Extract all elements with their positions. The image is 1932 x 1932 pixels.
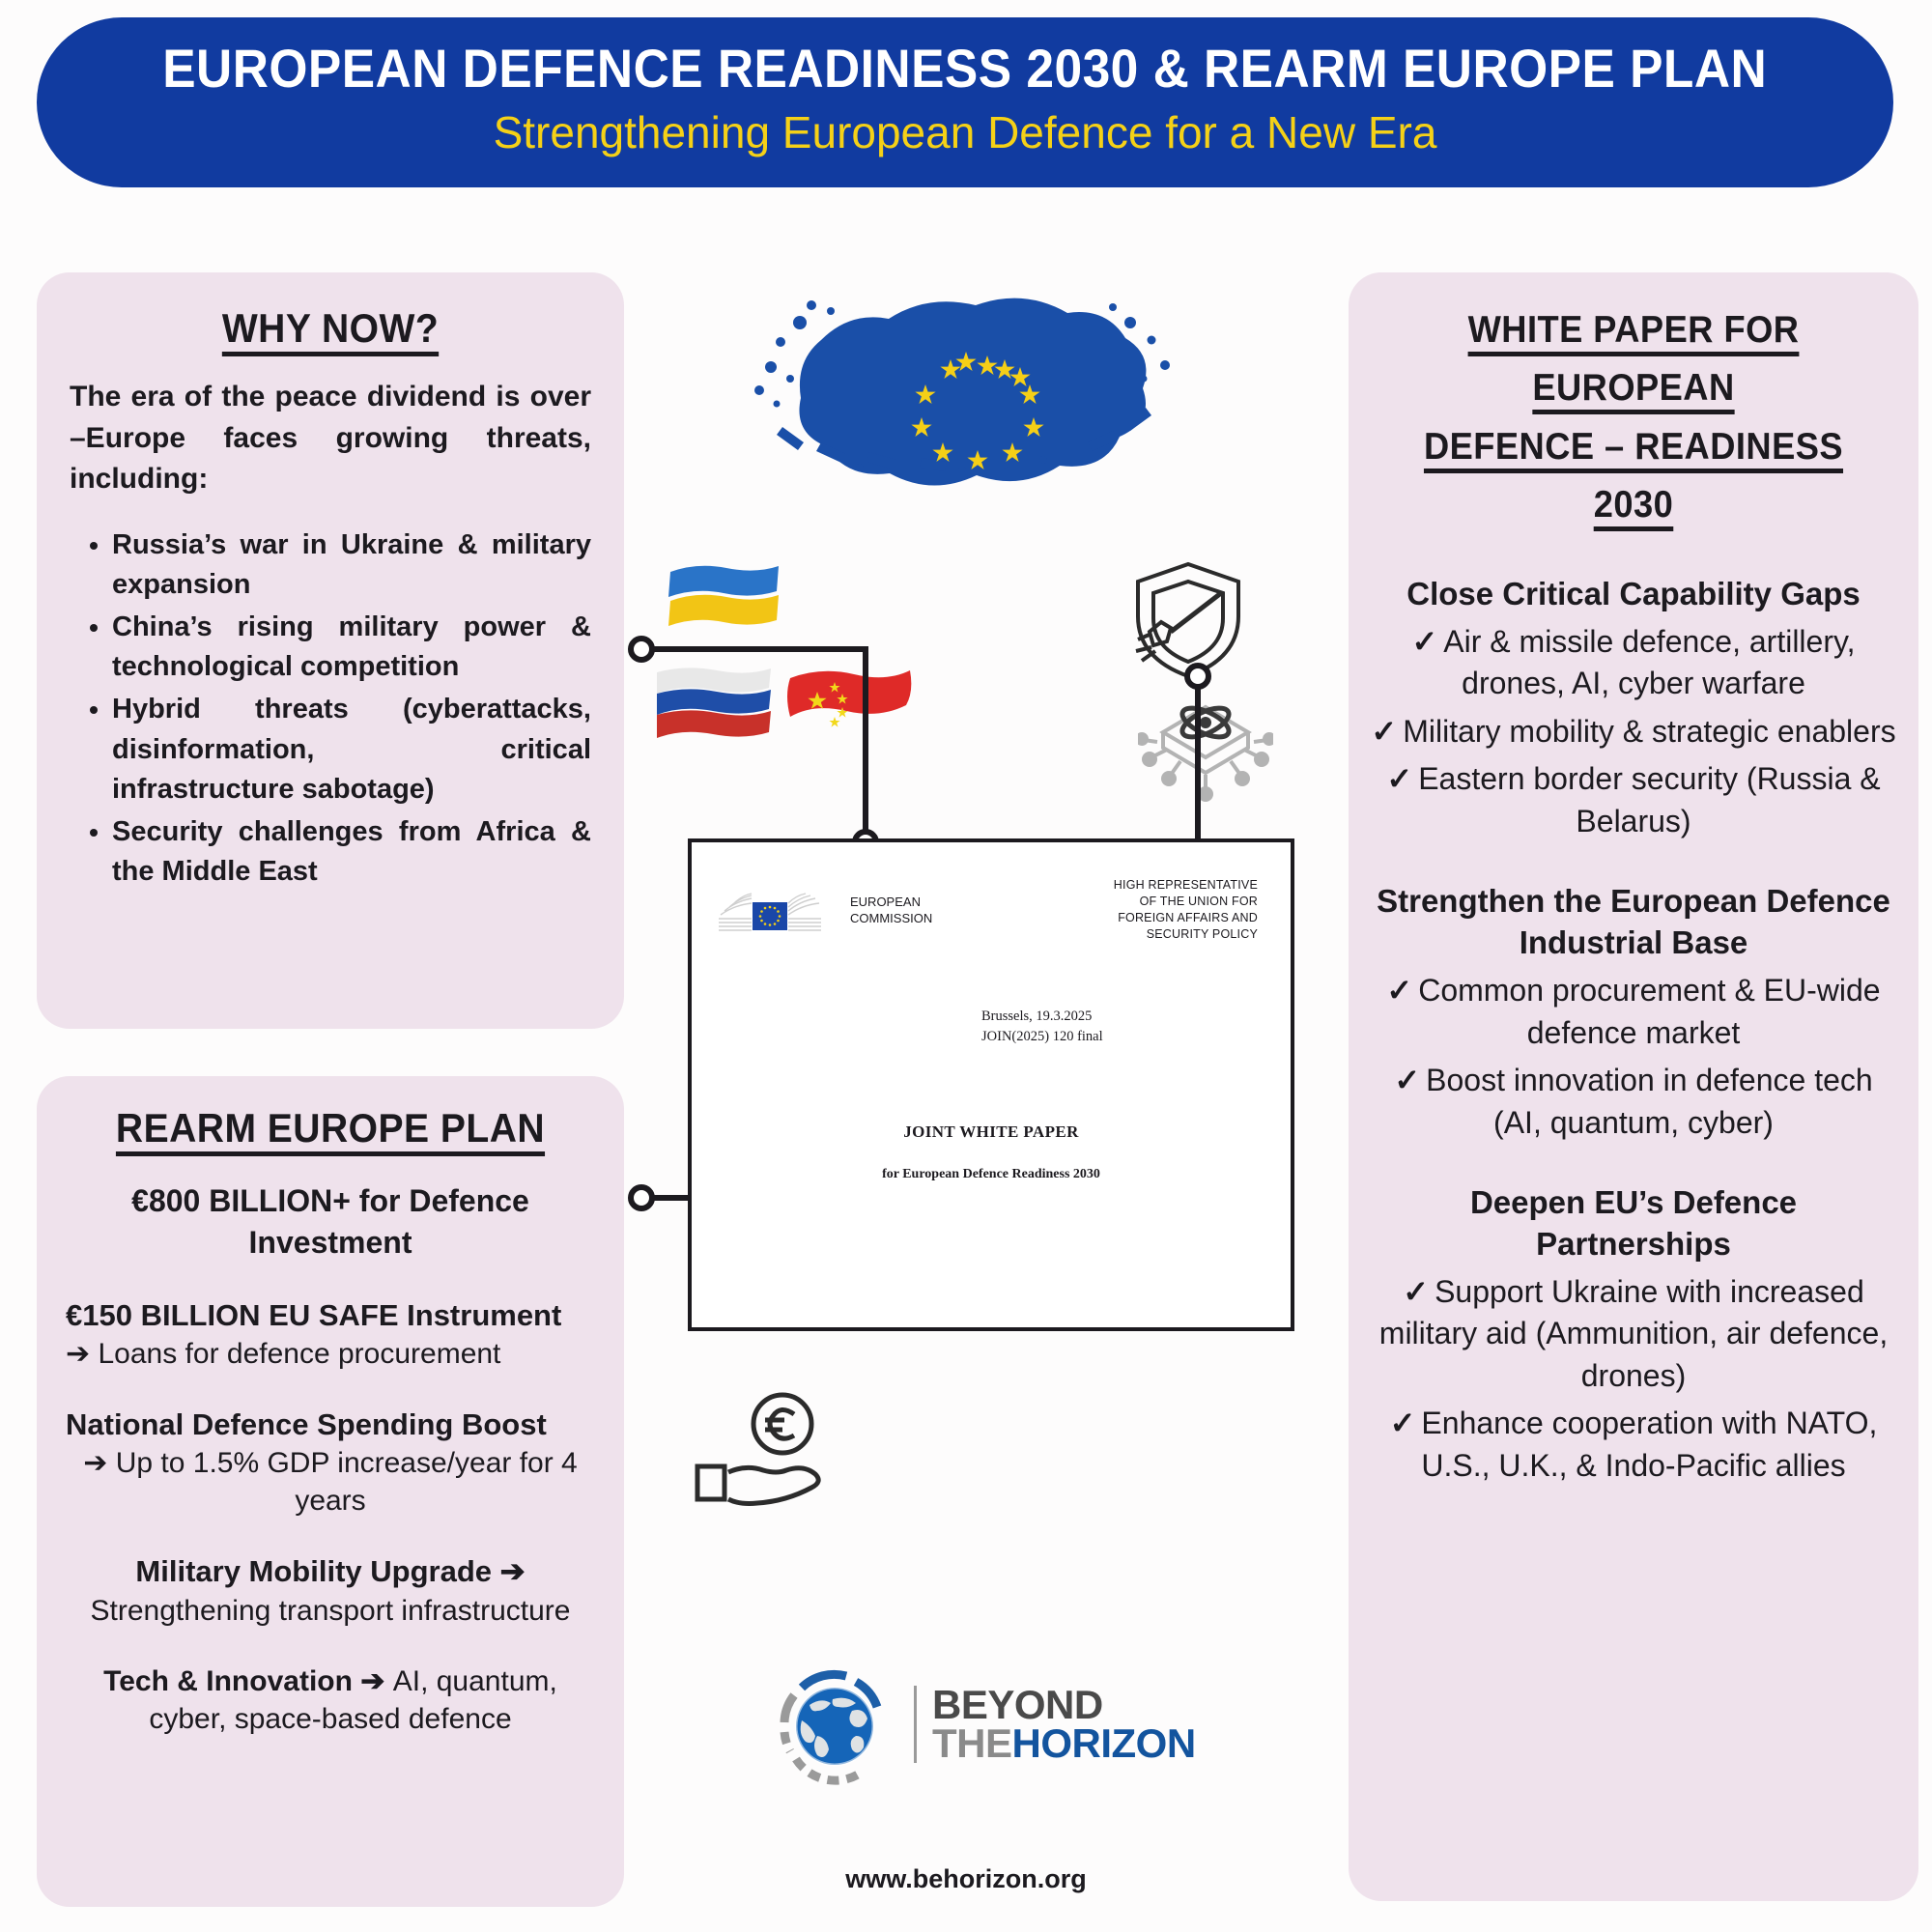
list-item (1370, 1271, 1897, 1398)
why-now-card (37, 272, 624, 1029)
document-title: JOINT WHITE PAPER (903, 1122, 1079, 1141)
wp-section-list (1370, 621, 1897, 843)
china-flag-icon (784, 663, 914, 740)
rearm-block-sub: ➔ Up to 1.5% GDP increase/year for 4 years (83, 1447, 578, 1518)
list-item-label: Enhance cooperation with NATO, U.S., U.K., & Indo-Pacific allies (1421, 1406, 1878, 1483)
rearm-block-safe (66, 1296, 595, 1373)
shield-missile-defence-icon (1121, 551, 1265, 686)
header-banner (37, 17, 1893, 187)
threats-list (70, 526, 591, 893)
list-item (1370, 1403, 1897, 1487)
quantum-chip-icon (1138, 690, 1273, 806)
wp-section-head: Close Critical Capability Gaps (1406, 575, 1861, 611)
high-representative-label (1114, 877, 1258, 943)
rearm-title: REARM EUROPE PLAN (115, 1105, 546, 1151)
document-place-date: Brussels, 19.3.2025 (981, 1008, 1093, 1024)
brand-logo (773, 1662, 1198, 1787)
check-icon: ✓ (1386, 761, 1413, 797)
list-item: • Security challenges from Africa & the Middle East (112, 812, 591, 892)
rearm-block-tech (66, 1662, 595, 1739)
why-now-title: WHY NOW? (221, 305, 440, 351)
ec-flag-icon (717, 886, 840, 934)
eu-flag-map-icon (715, 263, 1217, 504)
check-icon: ✓ (1389, 1406, 1416, 1441)
white-paper-title-line2: DEFENCE – READINESS 2030 (1423, 425, 1844, 526)
rearm-tech-line (66, 1662, 595, 1739)
rearm-block-sub: ➔ Loans for defence procurement (66, 1338, 501, 1371)
ukraine-flag-icon (667, 558, 782, 634)
rearm-block-head: €150 BILLION EU SAFE Instrument (66, 1297, 562, 1332)
wp-section-list (1370, 1271, 1897, 1488)
globe-logo-icon (773, 1662, 896, 1786)
check-icon: ✓ (1403, 1273, 1430, 1309)
wp-section-list (1370, 970, 1897, 1144)
rearm-tech-sub: AI, quantum, cyber, space-based defence (149, 1664, 557, 1736)
document-header (692, 842, 1291, 943)
list-item-label: Air & missile defence, artillery, drones, AI, cyber warfare (1443, 623, 1856, 701)
list-item-label: Military mobility & strategic enablers (1403, 713, 1896, 749)
list-item-label: Support Ukraine with increased military aid (Ammunition, air defence, drones) (1378, 1273, 1889, 1393)
website-footer: www.behorizon.org (845, 1864, 1087, 1893)
list-item: • China’s rising military power & technological competition (112, 608, 591, 687)
brand-line-2-the: THE (932, 1720, 1012, 1766)
rearm-lead: €800 BILLION+ for Defence Investment (131, 1183, 529, 1260)
list-item: • Russia’s war in Ukraine & military expansion (112, 526, 591, 605)
ec-line-2: COMMISSION (850, 910, 933, 925)
white-paper-card (1349, 272, 1918, 1901)
document-subtitle: for European Defence Readiness 2030 (882, 1166, 1100, 1181)
rearm-block-national (66, 1406, 595, 1520)
wp-section-head: Strengthen the European Defence Industrial Base (1377, 883, 1890, 961)
hr-line-2: OF THE UNION FOR (1139, 894, 1258, 908)
page-title: EUROPEAN DEFENCE READINESS 2030 & REARM EUROPE PLAN (162, 38, 1768, 99)
brand-line-1: BEYOND (932, 1682, 1103, 1728)
ec-line-1: EUROPEAN (850, 894, 921, 909)
rearm-tech-head: Tech & Innovation ➔ (103, 1664, 393, 1697)
hand-holding-euro-icon (690, 1391, 844, 1507)
check-icon: ✓ (1386, 973, 1413, 1008)
list-item (1370, 1060, 1897, 1144)
hr-line-3: FOREIGN AFFAIRS AND (1118, 910, 1258, 924)
list-item (1370, 621, 1897, 705)
rearm-block-mobility (66, 1552, 595, 1629)
list-item (1370, 711, 1897, 753)
rearm-block-sub: Strengthening transport infrastructure (90, 1594, 571, 1627)
check-icon: ✓ (1411, 623, 1438, 659)
list-item: • Hybrid threats (cyberattacks, disinformation, critical infrastructure sabotage) (112, 690, 591, 810)
wp-section-head: Deepen EU’s Defence Partnerships (1469, 1184, 1798, 1262)
page-subtitle: Strengthening European Defence for a New Era (493, 107, 1437, 158)
rearm-block-head: National Defence Spending Boost (66, 1407, 547, 1442)
hr-line-1: HIGH REPRESENTATIVE (1113, 878, 1258, 892)
list-item (1370, 970, 1897, 1054)
list-item-label: Eastern border security (Russia & Belarus) (1418, 761, 1881, 838)
check-icon: ✓ (1371, 713, 1398, 749)
document-reference (692, 1007, 1291, 1047)
brand-wordmark (914, 1682, 1196, 1766)
list-item-label: Common procurement & EU-wide defence market (1418, 973, 1881, 1050)
hr-line-4: SECURITY POLICY (1146, 926, 1258, 941)
brand-line-2-horizon: HORIZON (1011, 1720, 1196, 1766)
why-now-intro: The era of the peace dividend is over –Europe faces growing threats, including: (70, 381, 591, 496)
rearm-europe-card (37, 1076, 624, 1907)
list-item-label: Boost innovation in defence tech (AI, quantum, cyber) (1426, 1063, 1873, 1140)
european-commission-logo (717, 877, 932, 943)
white-paper-title-line1: WHITE PAPER FOR EUROPEAN (1467, 309, 1800, 410)
rearm-block-head: Military Mobility Upgrade ➔ (135, 1554, 526, 1589)
white-paper-document-preview (688, 838, 1294, 1331)
document-join-ref: JOIN(2025) 120 final (981, 1028, 1103, 1044)
brand-line-2 (932, 1720, 1196, 1766)
check-icon: ✓ (1394, 1063, 1421, 1098)
list-item (1370, 758, 1897, 842)
russia-flag-icon (653, 663, 775, 742)
ec-label (850, 894, 932, 926)
